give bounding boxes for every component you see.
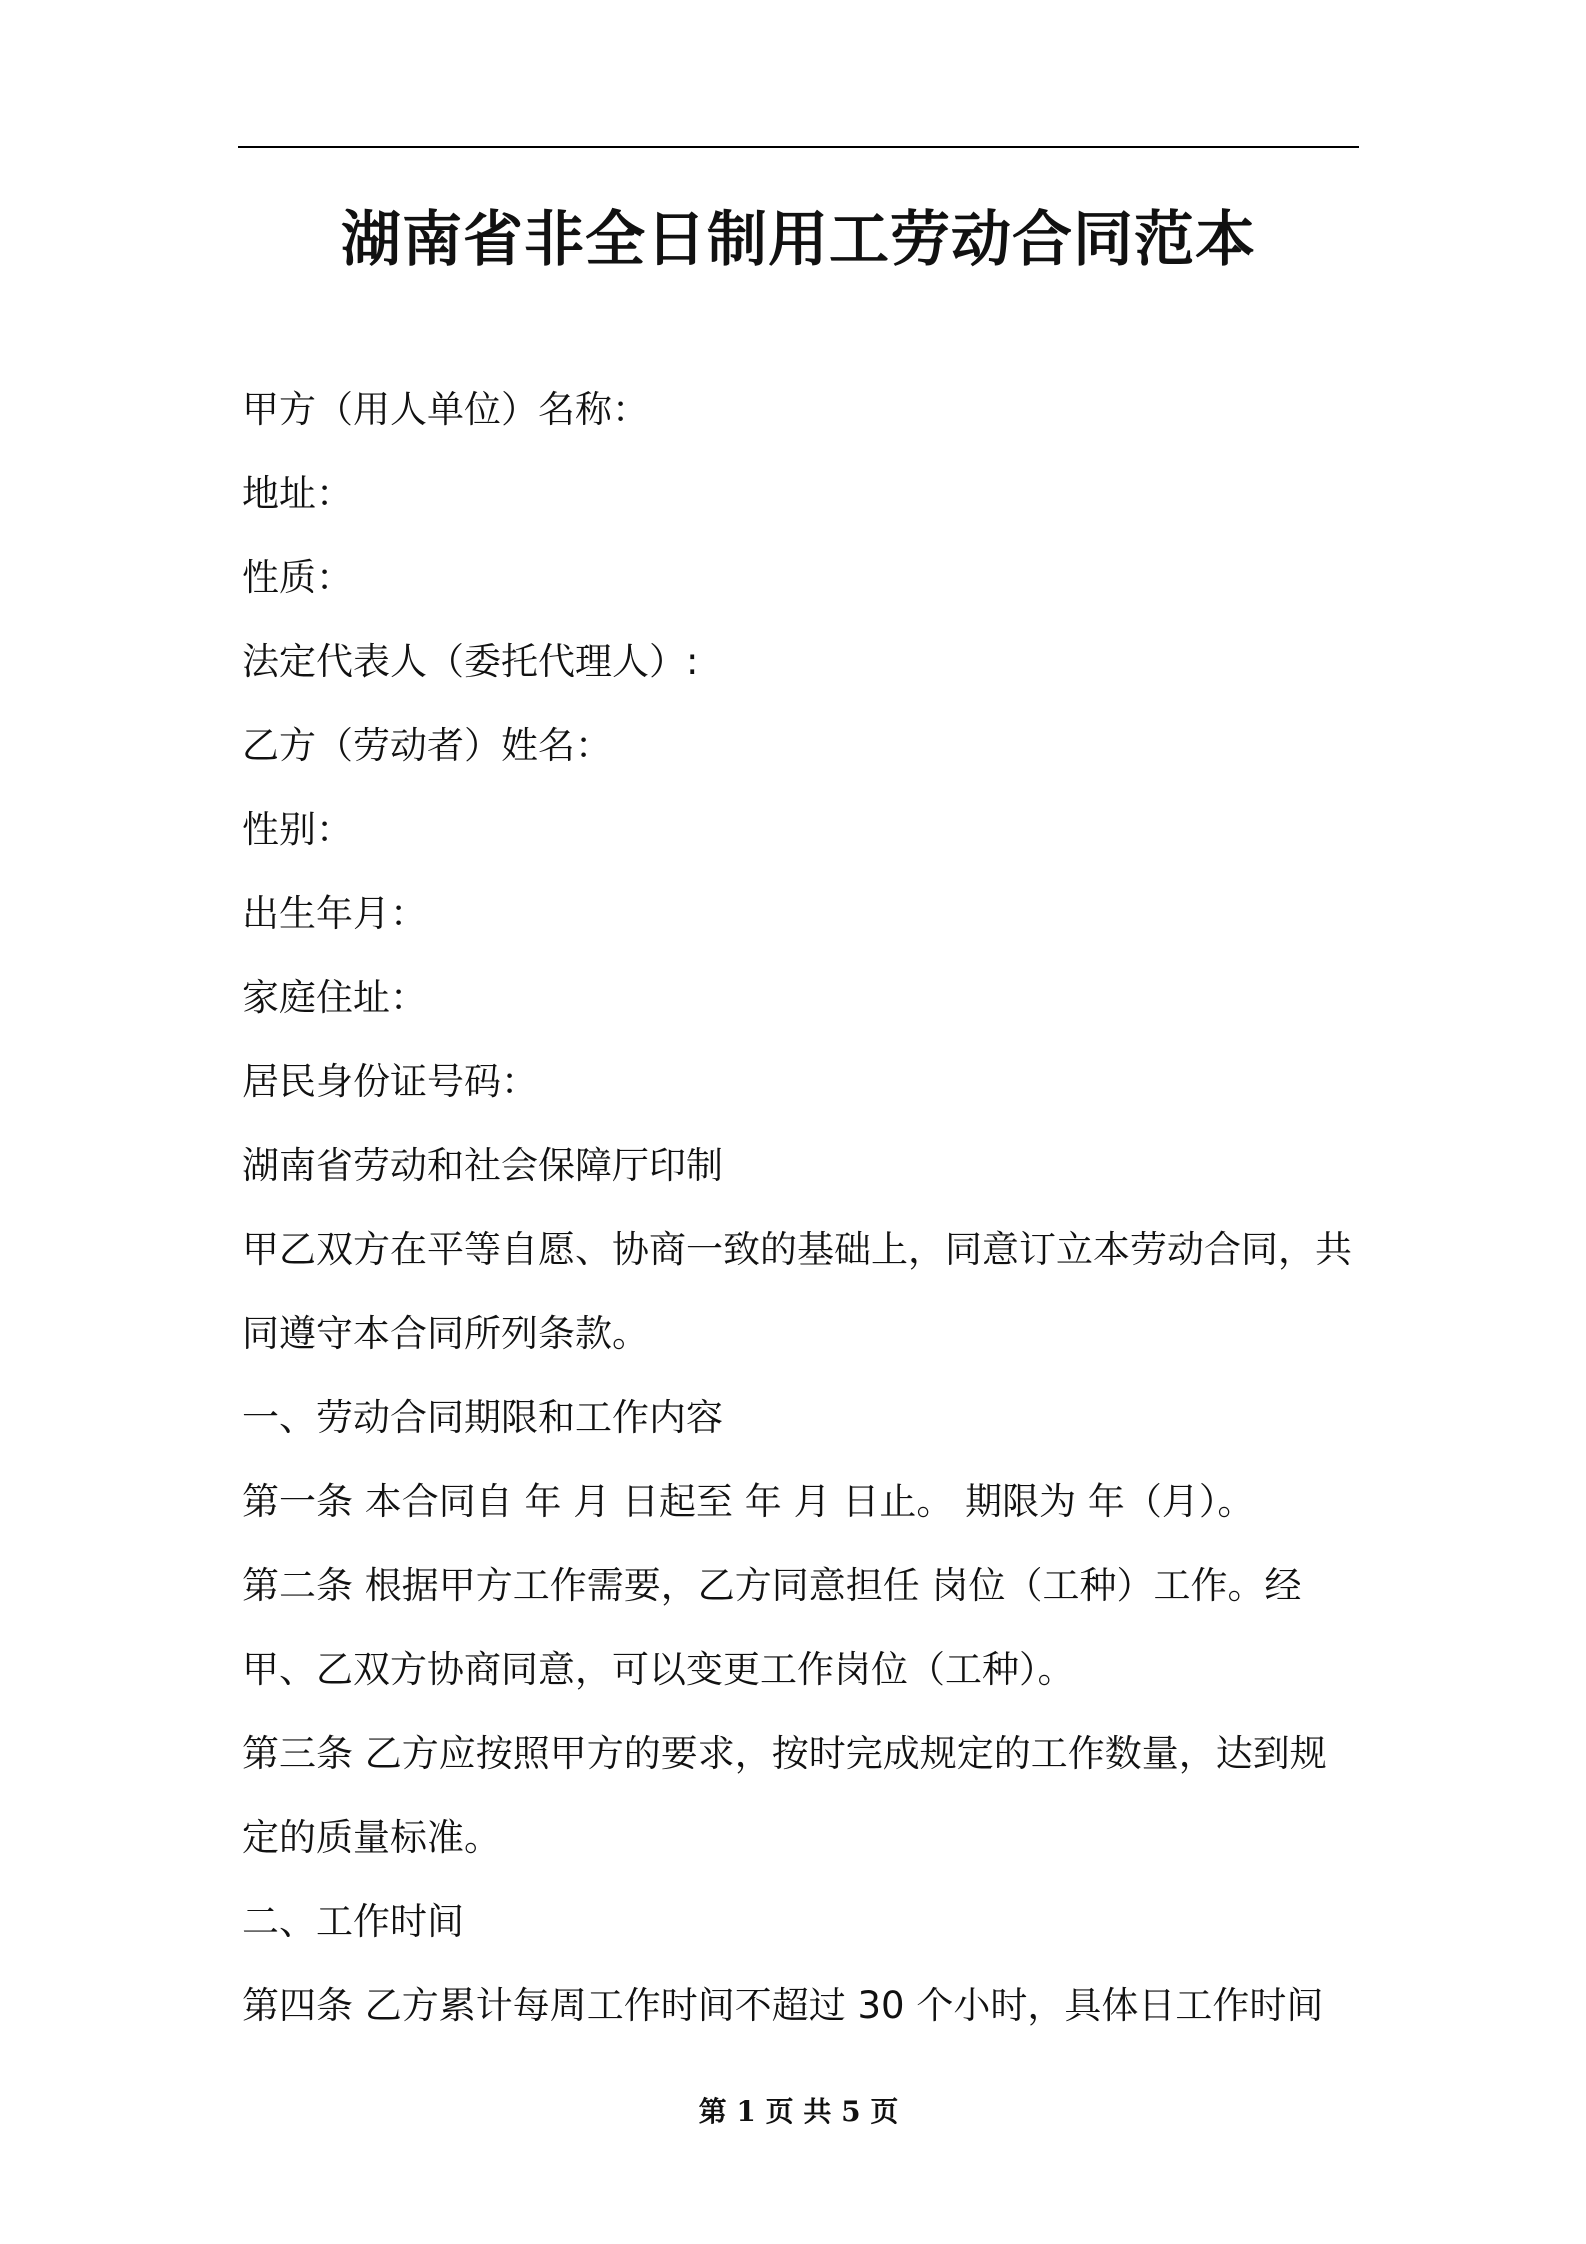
nature-line: 性质： bbox=[242, 556, 353, 599]
party-a-name-line: 甲方（用人单位）名称： bbox=[242, 388, 649, 431]
party-b-name-line: 乙方（劳动者）姓名： bbox=[242, 724, 612, 767]
section-heading-2: 二、工作时间 bbox=[242, 1900, 464, 1943]
preamble-paragraph: 甲乙双方在平等自愿、协商一致的基础上，同意订立本劳动合同，共同遵守本合同所列条款。 bbox=[242, 1228, 1352, 1355]
page-number: 第 1 页 共 5 页 bbox=[698, 2095, 899, 2128]
header-rule bbox=[238, 146, 1359, 148]
birth-date-line: 出生年月： bbox=[242, 892, 427, 935]
document-body bbox=[242, 368, 1360, 2048]
article-4: 第四条 乙方累计每周工作时间不超过 30 个小时，具体日工作时间 bbox=[242, 1984, 1324, 2027]
article-1: 第一条 本合同自 年 月 日起至 年 月 日止。 期限为 年（月）。 bbox=[242, 1480, 1255, 1523]
section-heading-1: 一、劳动合同期限和工作内容 bbox=[242, 1396, 723, 1439]
article-3: 第三条 乙方应按照甲方的要求，按时完成规定的工作数量，达到规定的质量标准。 bbox=[242, 1732, 1327, 1859]
legal-representative-line: 法定代表人（委托代理人）: bbox=[242, 640, 699, 683]
article-2: 第二条 根据甲方工作需要，乙方同意担任 岗位（工种）工作。经甲、乙双方协商同意，可以变更工作岗位（工种）。 bbox=[242, 1564, 1302, 1691]
address-line: 地址： bbox=[242, 472, 353, 515]
gender-line: 性别： bbox=[242, 808, 353, 851]
issuer-line: 湖南省劳动和社会保障厅印制 bbox=[242, 1144, 723, 1187]
id-number-line: 居民身份证号码： bbox=[242, 1060, 538, 1103]
document-title: 湖南省非全日制用工劳动合同范本 bbox=[341, 205, 1256, 275]
home-address-line: 家庭住址： bbox=[242, 976, 427, 1019]
